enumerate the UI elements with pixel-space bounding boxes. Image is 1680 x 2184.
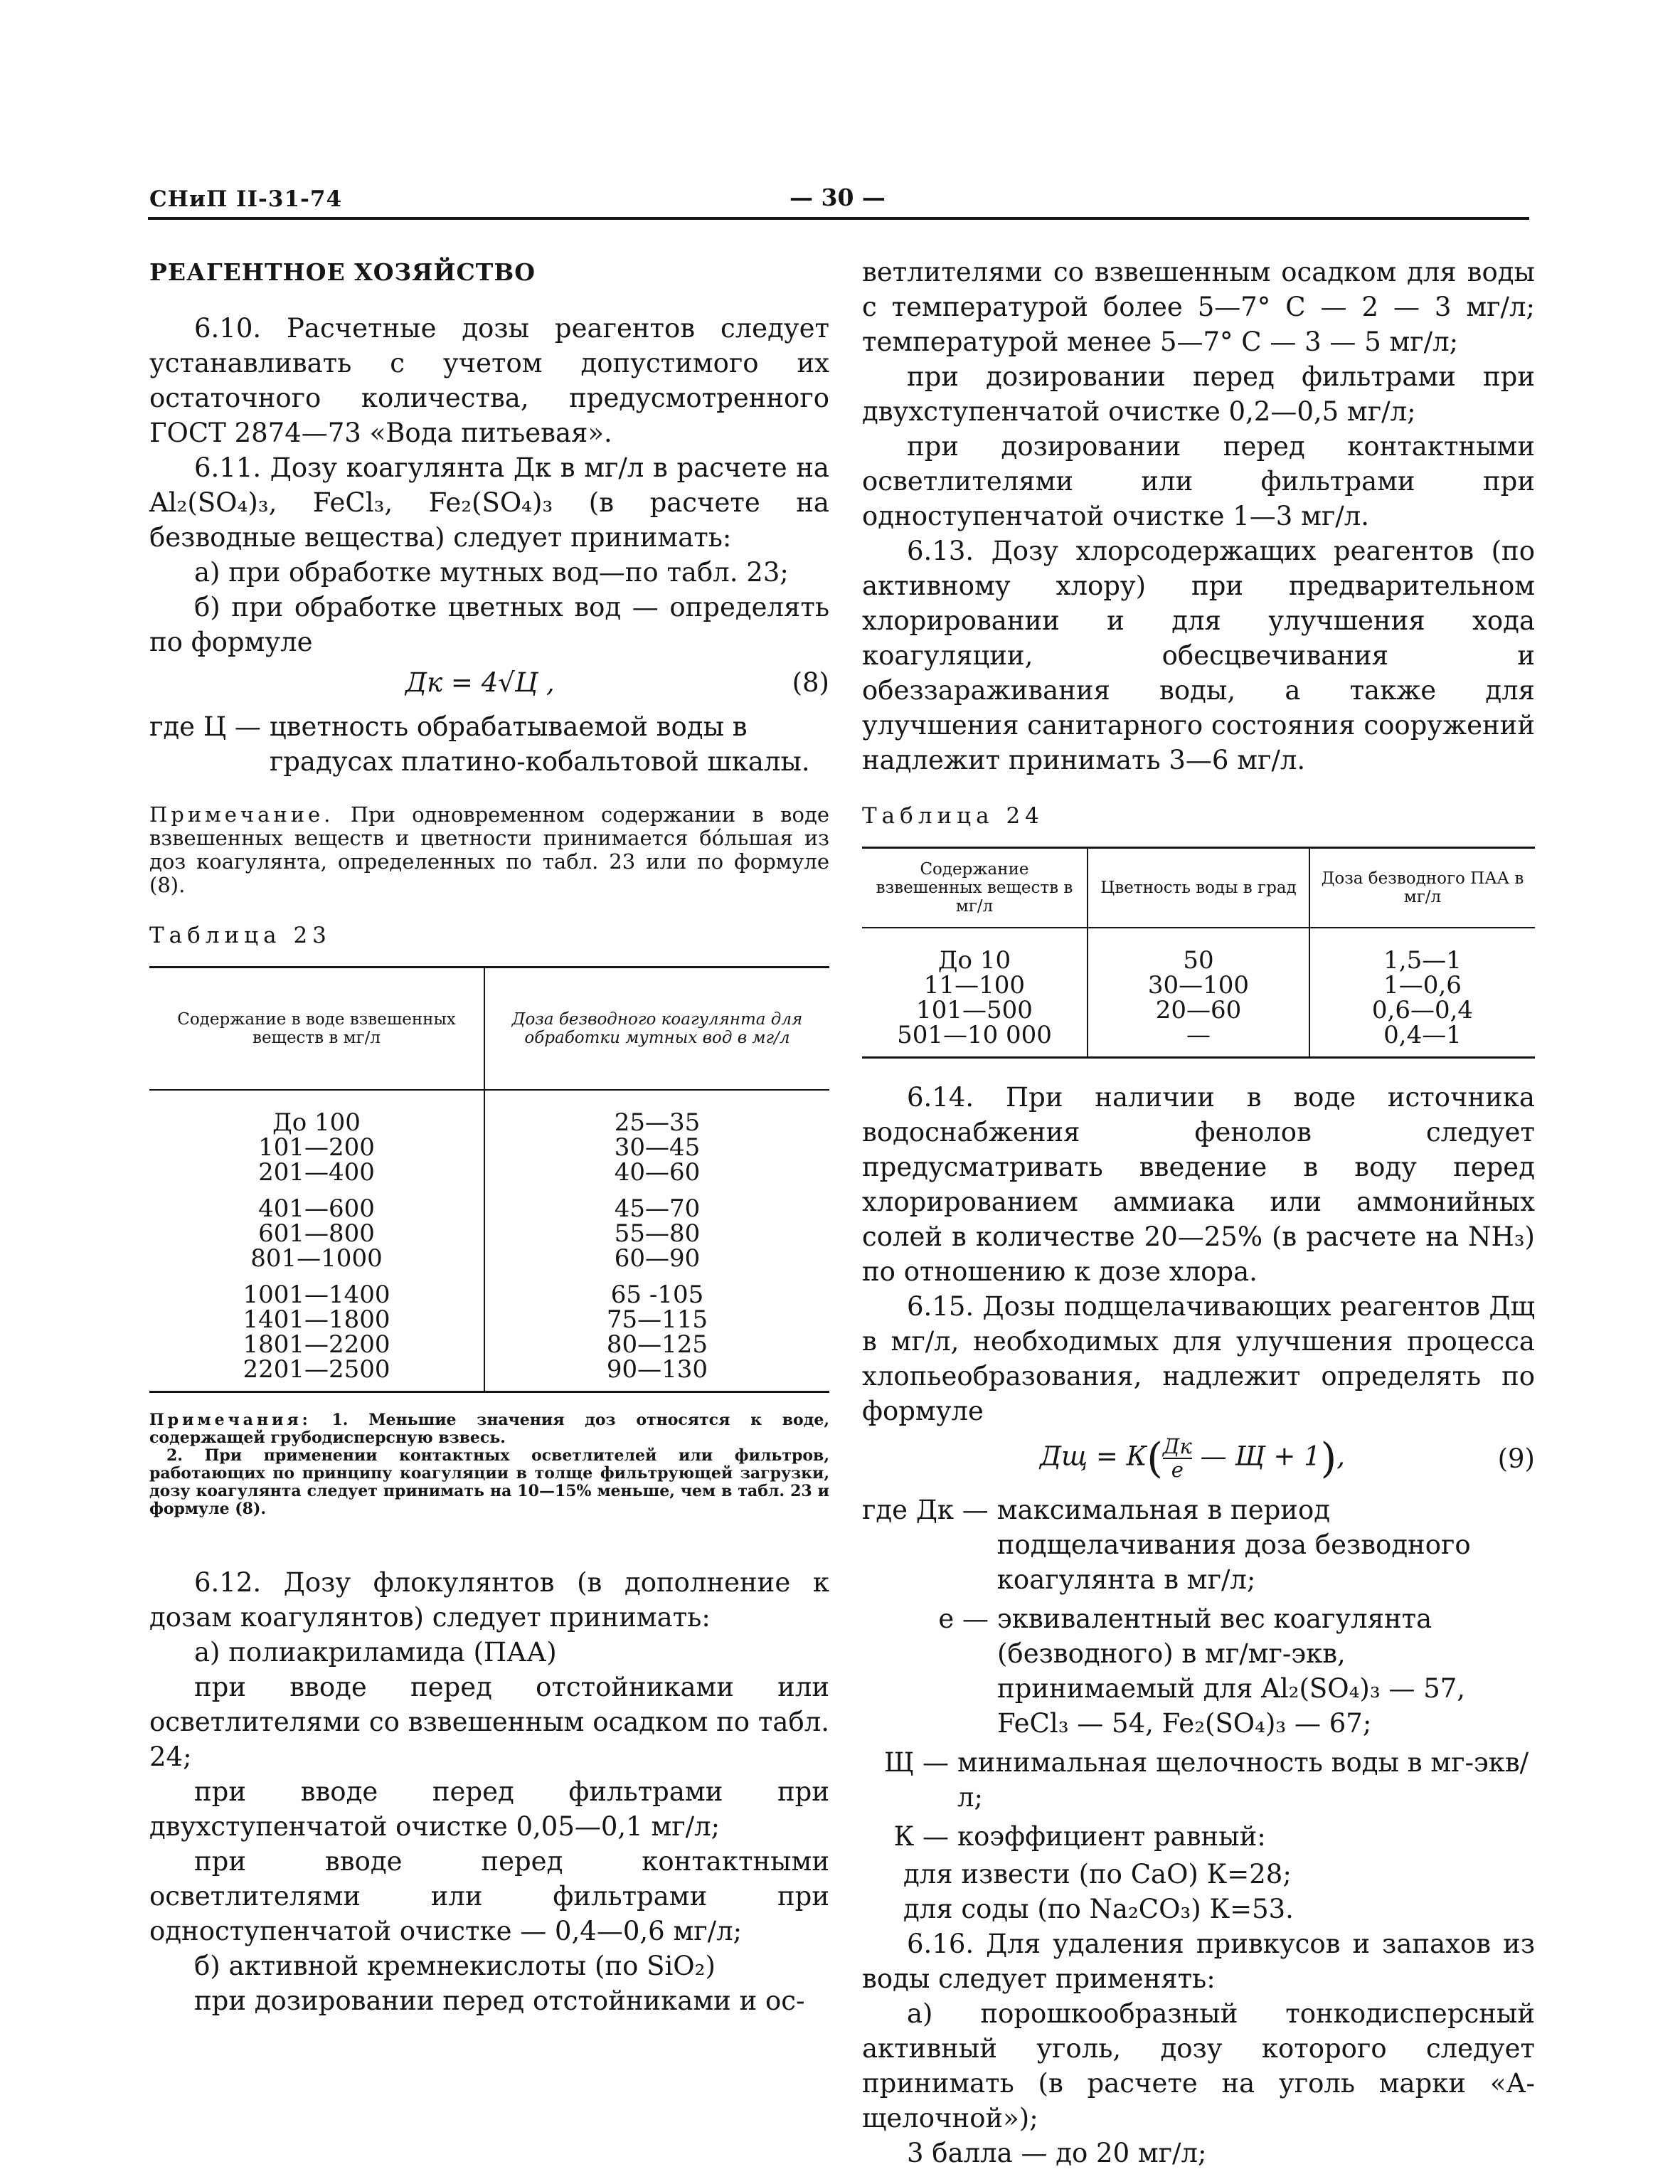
table-cell: 1,5—1 bbox=[1383, 946, 1462, 975]
legend-definition: коэффициент равный: bbox=[957, 1821, 1266, 1852]
legend-definition: минимальная щелочность воды в мг-экв/л; bbox=[957, 1747, 1529, 1813]
table-cell: 201—400 bbox=[258, 1158, 375, 1187]
formula-8 bbox=[149, 659, 829, 705]
table-cell: 0,4—1 bbox=[1383, 1021, 1462, 1049]
table-24-body-3 bbox=[1310, 928, 1535, 1056]
legend-symbol: К — bbox=[893, 1821, 949, 1852]
table-cell: 1—0,6 bbox=[1383, 971, 1462, 1000]
clause-6-16-a: а) порошкообразный тонкодисперсный активный уголь, дозу которого следует принимать (в расчете на уголь марки «А-щелочной»); bbox=[862, 1998, 1535, 2133]
legend-symbol: Щ — bbox=[884, 1747, 949, 1778]
table-cell: 101—500 bbox=[916, 996, 1033, 1024]
formula-8-number: (8) bbox=[792, 667, 829, 698]
clause-6-12-a-3: при вводе перед контактными осветлителями или фильтрами при одноступенчатой очистке — 0,4—0,6 мг/л; bbox=[149, 1846, 829, 1946]
legend-definition: максимальная в период подщелачивания доза безводного коагулянта в мг/л; bbox=[996, 1495, 1471, 1595]
header-rule bbox=[148, 217, 1529, 220]
table-cell: — bbox=[1186, 1021, 1211, 1049]
table-24-col-1 bbox=[862, 849, 1088, 1056]
note-label: Примечание. bbox=[149, 802, 334, 827]
table-cell: 30—100 bbox=[1147, 971, 1250, 1000]
right-column bbox=[862, 255, 1535, 2170]
clause-6-14: 6.14. При наличии в воде источника водоснабжения фенолов следует предусматривать введение в воду перед хлорированием аммиака или аммонийных солей в количестве 20—25% (в расчете на NH₃) по отношению к дозе хлора. bbox=[862, 1082, 1535, 1287]
table-cell: До 10 bbox=[937, 946, 1011, 975]
table-cell: 75—115 bbox=[606, 1305, 708, 1334]
table-cell: 65 -105 bbox=[610, 1281, 704, 1309]
table-23-body-1 bbox=[149, 1091, 484, 1391]
table-23-header-1: Содержание в воде взвешенных веществ в мг/л bbox=[149, 968, 484, 1091]
formula-8-expression: Дк = 4√Ц , bbox=[405, 667, 555, 698]
formula-9-expression: Дщ = К( $\frac{Дк}{е}$ — Щ + 1), bbox=[1040, 1433, 1346, 1483]
table-24-col-3 bbox=[1310, 849, 1535, 1056]
table-cell: 30—45 bbox=[614, 1133, 701, 1162]
table-24-col-2 bbox=[1088, 849, 1310, 1056]
section-title: РЕАГЕНТНОЕ ХОЗЯЙСТВО bbox=[149, 258, 536, 286]
table-row-group bbox=[149, 1110, 484, 1185]
left-column bbox=[149, 255, 829, 2018]
table-cell: 501—10 000 bbox=[897, 1021, 1052, 1049]
clause-6-13: 6.13. Дозу хлорсодержащих реагентов (по активному хлору) при предварительном хлорировании и для улучшения хода коагуляции, обесцвечивания и обеззараживания воды, а также для улучшения санитарного состояния сооружений надлежит принимать 3—6 мг/л. bbox=[862, 536, 1535, 775]
formula-8-legend bbox=[149, 709, 829, 779]
table-cell: 60—90 bbox=[614, 1244, 701, 1273]
clause-6-12: 6.12. Дозу флокулянтов (в дополнение к дозам коагулянтов) следует принимать: bbox=[149, 1567, 829, 1633]
clause-6-12-a-1: при вводе перед отстойниками или осветлителями со взвешенным осадком по табл. 24; bbox=[149, 1672, 829, 1772]
formula-9 bbox=[862, 1428, 1535, 1488]
table-23-body-2 bbox=[485, 1091, 829, 1391]
table-24-title: Таблица 24 bbox=[862, 803, 1044, 829]
clause-6-16-b: 3 балла — до 20 мг/л; bbox=[907, 2138, 1207, 2168]
formula-9-legend-3 bbox=[862, 1745, 1535, 1815]
table-cell: 1401—1800 bbox=[243, 1305, 390, 1334]
table-23-note-1: Примечания: 1. Меньшие значения доз относятся к воде, содержащей грубодисперсную взвесь. bbox=[149, 1411, 829, 1447]
table-cell: 1801—2200 bbox=[243, 1330, 390, 1359]
table-cell: 50 bbox=[1183, 946, 1214, 975]
legend-symbol: е — bbox=[938, 1603, 989, 1634]
table-cell: 11—100 bbox=[923, 971, 1026, 1000]
note-text: При одновременном содержании в воде взвешенных веществ и цветности принимается бóльшая из доз коагулянта, определенных по табл. 23 или по формуле (8). bbox=[149, 802, 829, 897]
notes-label: Примечания: bbox=[149, 1411, 312, 1429]
clause-6-12-a-2: при вводе перед фильтрами при двухступенчатой очистке 0,05—0,1 мг/л; bbox=[149, 1776, 829, 1842]
clause-6-16: 6.16. Для удаления привкусов и запахов из воды следует применять: bbox=[862, 1929, 1535, 1994]
table-24-header-1: Содержание взвешенных веществ в мг/л bbox=[862, 849, 1087, 928]
table-24-header-2: Цветность воды в град bbox=[1088, 849, 1309, 928]
table-24-body-2 bbox=[1088, 928, 1309, 1056]
table-cell: 20—60 bbox=[1155, 996, 1242, 1024]
table-row-group bbox=[485, 1194, 829, 1273]
table-cell: 0,6—0,4 bbox=[1371, 996, 1474, 1024]
clause-6-12-a: а) полиакриламида (ПАА) bbox=[194, 1637, 557, 1668]
table-cell: 601—800 bbox=[258, 1219, 375, 1248]
clause-6-15: 6.15. Дозы подщелачивающих реагентов Дщ в мг/л, необходимых для улучшения процесса хлопьеобразования, надлежит определять по формуле bbox=[862, 1291, 1535, 1426]
table-cell: 1001—1400 bbox=[243, 1281, 390, 1309]
table-23-header-2: Доза безводного коагулянта для обработки мутных вод в мг/л bbox=[485, 968, 829, 1091]
table-23-col-1 bbox=[149, 968, 485, 1391]
table-cell: 45—70 bbox=[614, 1194, 701, 1223]
table-24 bbox=[862, 847, 1535, 1059]
clause-6-12-b-2: при дозировании перед фильтрами при двухступенчатой очистке 0,2—0,5 мг/л; bbox=[862, 361, 1535, 427]
legend-symbol: где Ц — bbox=[149, 711, 261, 742]
clause-6-11: 6.11. Дозу коагулянта Дк в мг/л в расчете на Al₂(SO₄)₃, FeCl₃, Fe₂(SO₄)₃ (в расчете на безводные вещества) следует принимать: bbox=[149, 452, 829, 553]
table-cell: 25—35 bbox=[614, 1108, 701, 1137]
formula-9-legend-1 bbox=[862, 1493, 1535, 1597]
table-row-group bbox=[149, 1283, 484, 1382]
clause-6-11-a: а) при обработке мутных вод—по табл. 23; bbox=[194, 557, 789, 588]
clause-6-12-b-3: при дозировании перед контактными осветлителями или фильтрами при одноступенчатой очистке 1—3 мг/л. bbox=[862, 431, 1535, 531]
document-code: СНиП II-31-74 bbox=[149, 186, 343, 212]
table-cell: 55—80 bbox=[614, 1219, 701, 1248]
formula-9-legend-4 bbox=[862, 1819, 1535, 1854]
table-23-notes bbox=[149, 1411, 829, 1518]
legend-definition: эквивалентный вес коагулянта (безводного) в мг/мг-экв, принимаемый для Al₂(SO₄)₃ — 57, FeCl₃ — 54, Fe₂(SO₄)₃ — 67; bbox=[997, 1603, 1466, 1739]
clause-6-10: 6.10. Расчетные дозы реагентов следует устанавливать с учетом допустимого их остаточного количества, предусмотренного ГОСТ 2874—73 «Вода питьевая». bbox=[149, 313, 829, 448]
table-23-title: Таблица 23 bbox=[149, 923, 331, 948]
table-cell: 90—130 bbox=[606, 1355, 708, 1384]
formula-9-number: (9) bbox=[1497, 1443, 1535, 1474]
table-cell: 801—1000 bbox=[250, 1244, 383, 1273]
page-number: — 30 — bbox=[790, 184, 886, 211]
table-cell: До 100 bbox=[272, 1108, 361, 1137]
formula-9-legend-2 bbox=[862, 1601, 1535, 1741]
table-cell: 80—125 bbox=[606, 1330, 708, 1359]
legend-symbol: где Дк — bbox=[862, 1495, 989, 1525]
table-24-body-1 bbox=[862, 928, 1087, 1056]
clause-6-11-b: б) при обработке цветных вод — определять по формуле bbox=[149, 592, 829, 657]
coefficient-lime: для извести (по CaO) К=28; bbox=[903, 1859, 1292, 1889]
table-cell: 401—600 bbox=[258, 1194, 375, 1223]
table-24-header-3: Доза безводного ПАА в мг/л bbox=[1310, 849, 1535, 928]
table-row-group bbox=[485, 1110, 829, 1185]
table-cell: 2201—2500 bbox=[243, 1355, 390, 1384]
table-row-group bbox=[485, 1283, 829, 1382]
clause-6-12-b-1: при дозировании перед отстойниками и ос- bbox=[194, 1986, 805, 2016]
table-23-col-2 bbox=[485, 968, 829, 1391]
table-cell: 40—60 bbox=[614, 1158, 701, 1187]
clause-6-12-continuation: ветлителями со взвешенным осадком для воды с температурой более 5—7° С — 2 — 3 мг/л; температурой менее 5—7° С — 3 — 5 мг/л; bbox=[862, 257, 1535, 357]
table-23 bbox=[149, 966, 829, 1393]
clause-6-12-b: б) активной кремнекислоты (по SiO₂) bbox=[194, 1951, 716, 1981]
table-23-note-2: 2. При применении контактных осветлителей или фильтров, работающих по принципу коагуляции в толще фильтрующей загрузки, дозу коагулянта следует принимать на 10—15% меньше, чем в табл. 23 и формуле (8). bbox=[149, 1446, 829, 1518]
table-row-group bbox=[149, 1194, 484, 1273]
note bbox=[149, 803, 829, 897]
table-cell: 101—200 bbox=[258, 1133, 375, 1162]
legend-definition: цветность обрабатываемой воды в градусах платино-кобальтовой шкалы. bbox=[269, 711, 810, 777]
coefficient-soda: для соды (по Na₂CO₃) К=53. bbox=[903, 1894, 1294, 1924]
